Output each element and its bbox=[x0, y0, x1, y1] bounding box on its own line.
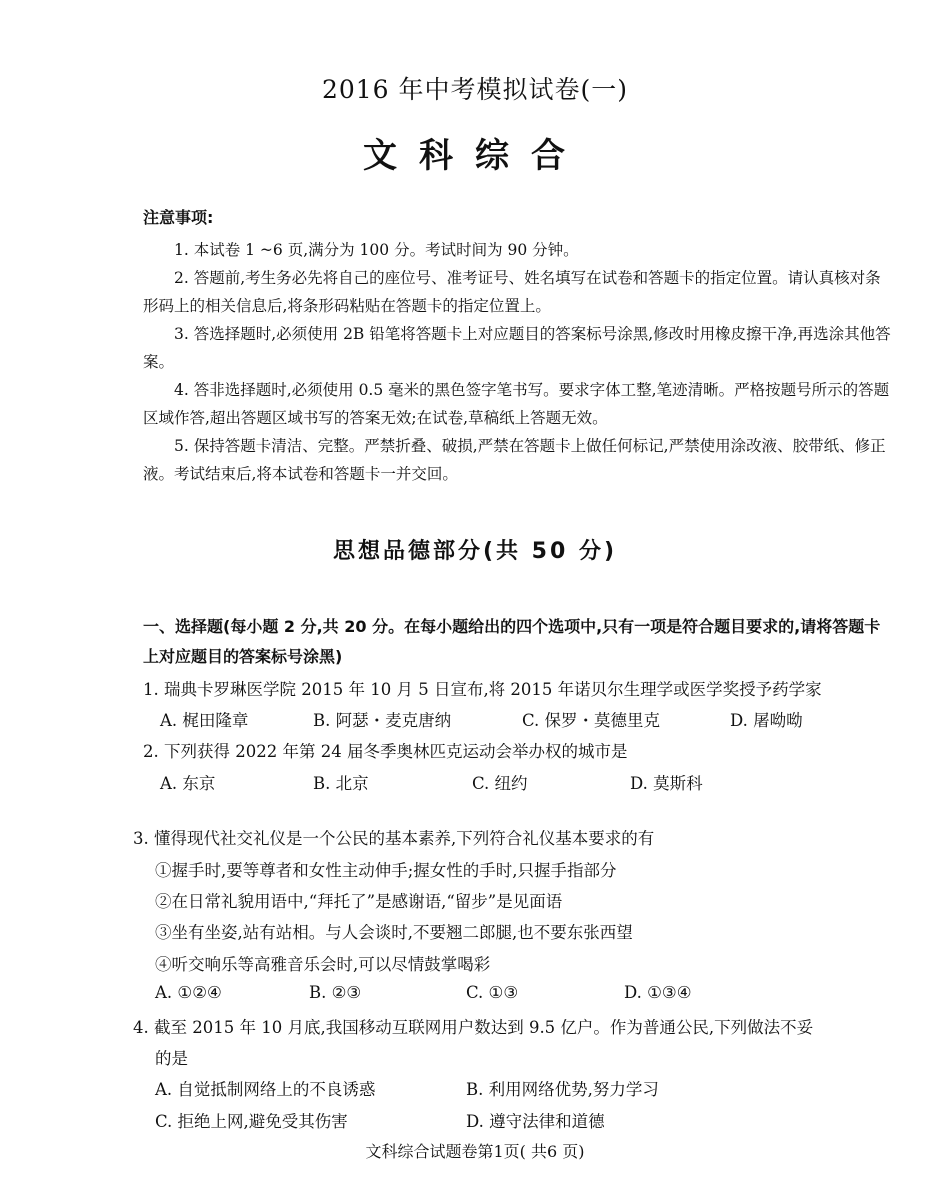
question-1-option-b: B. 阿瑟・麦克唐纳 bbox=[313, 711, 452, 730]
question-3-option-d: D. ①③④ bbox=[624, 983, 692, 1002]
question-3-statement: ④听交响乐等高雅音乐会时,可以尽情鼓掌喝彩 bbox=[155, 955, 491, 974]
notice-item: 1. 本试卷 1 ~6 页,满分为 100 分。考试时间为 90 分钟。 bbox=[174, 241, 579, 259]
question-1-option-d: D. 屠呦呦 bbox=[730, 711, 803, 730]
notice-item: 5. 保持答题卡清洁、完整。严禁折叠、破损,严禁在答题卡上做任何标记,严禁使用涂改液、胶带纸、修正液。考试结束后,将本试卷和答题卡一并交回。 bbox=[143, 437, 886, 483]
page-footer: 文科综合试题卷第1页( 共6 页) bbox=[365, 1142, 585, 1161]
question-3-statement: ③坐有坐姿,站有站相。与人会谈时,不要翘二郎腿,也不要东张西望 bbox=[155, 923, 633, 942]
exam-title: 2016 年中考模拟试卷(一) bbox=[321, 75, 629, 104]
question-3-option-c: C. ①③ bbox=[466, 983, 519, 1002]
question-2-option-a: A. 东京 bbox=[160, 774, 216, 793]
question-1-option-c: C. 保罗・莫德里克 bbox=[522, 711, 661, 730]
question-3-statement: ①握手时,要等尊者和女性主动伸手;握女性的手时,只握手指部分 bbox=[155, 861, 617, 880]
question-4-option-b: B. 利用网络优势,努力学习 bbox=[466, 1080, 659, 1099]
section-title: 思想品德部分(共 50 分) bbox=[332, 539, 618, 564]
question-4-option-d: D. 遵守法律和道德 bbox=[466, 1112, 605, 1131]
question-2-option-d: D. 莫斯科 bbox=[630, 774, 703, 793]
question-4-stem-continued: 的是 bbox=[155, 1049, 188, 1068]
section-instruction: 一、选择题(每小题 2 分,共 20 分。在每小题给出的四个选项中,只有一项是符合题目要求的,请将答题卡上对应题目的答案标号涂黑) bbox=[143, 617, 881, 666]
notice-item: 4. 答非选择题时,必须使用 0.5 毫米的黑色签字笔书写。要求字体工整,笔迹清晰。严格按题号所示的答题区域作答,超出答题区域书写的答案无效;在试卷,草稿纸上答题无效。 bbox=[143, 381, 890, 427]
question-1-stem: 1. 瑞典卡罗琳医学院 2015 年 10 月 5 日宣布,将 2015 年诺贝尔生理学或医学奖授予药学家 bbox=[143, 680, 822, 699]
question-3-statement: ②在日常礼貌用语中,“拜托了”是感谢语,“留步”是见面语 bbox=[155, 892, 563, 911]
question-1-option-a: A. 梶田隆章 bbox=[160, 711, 249, 730]
question-2-option-c: C. 纽约 bbox=[472, 774, 528, 793]
notice-item: 2. 答题前,考生务必先将自己的座位号、准考证号、姓名填写在试卷和答题卡的指定位置。请认真核对条形码上的相关信息后,将条形码粘贴在答题卡的指定位置上。 bbox=[143, 269, 881, 315]
notice-list bbox=[143, 236, 895, 488]
subject-title: 文科综合 bbox=[363, 136, 587, 176]
question-4-stem: 4. 截至 2015 年 10 月底,我国移动互联网用户数达到 9.5 亿户。作为普通公民,下列做法不妥 bbox=[133, 1018, 814, 1037]
question-2-stem: 2. 下列获得 2022 年第 24 届冬季奥林匹克运动会举办权的城市是 bbox=[143, 742, 628, 761]
question-3-stem: 3. 懂得现代社交礼仪是一个公民的基本素养,下列符合礼仪基本要求的有 bbox=[133, 829, 655, 848]
question-4-option-c: C. 拒绝上网,避免受其伤害 bbox=[155, 1112, 348, 1131]
question-3-option-a: A. ①②④ bbox=[155, 983, 222, 1002]
question-2-option-b: B. 北京 bbox=[313, 774, 369, 793]
question-4-option-a: A. 自觉抵制网络上的不良诱惑 bbox=[155, 1080, 376, 1099]
notice-item: 3. 答选择题时,必须使用 2B 铅笔将答题卡上对应题目的答案标号涂黑,修改时用橡皮擦干净,再选涂其他答案。 bbox=[143, 325, 891, 371]
notice-heading: 注意事项: bbox=[143, 208, 214, 227]
question-3-option-b: B. ②③ bbox=[309, 983, 362, 1002]
